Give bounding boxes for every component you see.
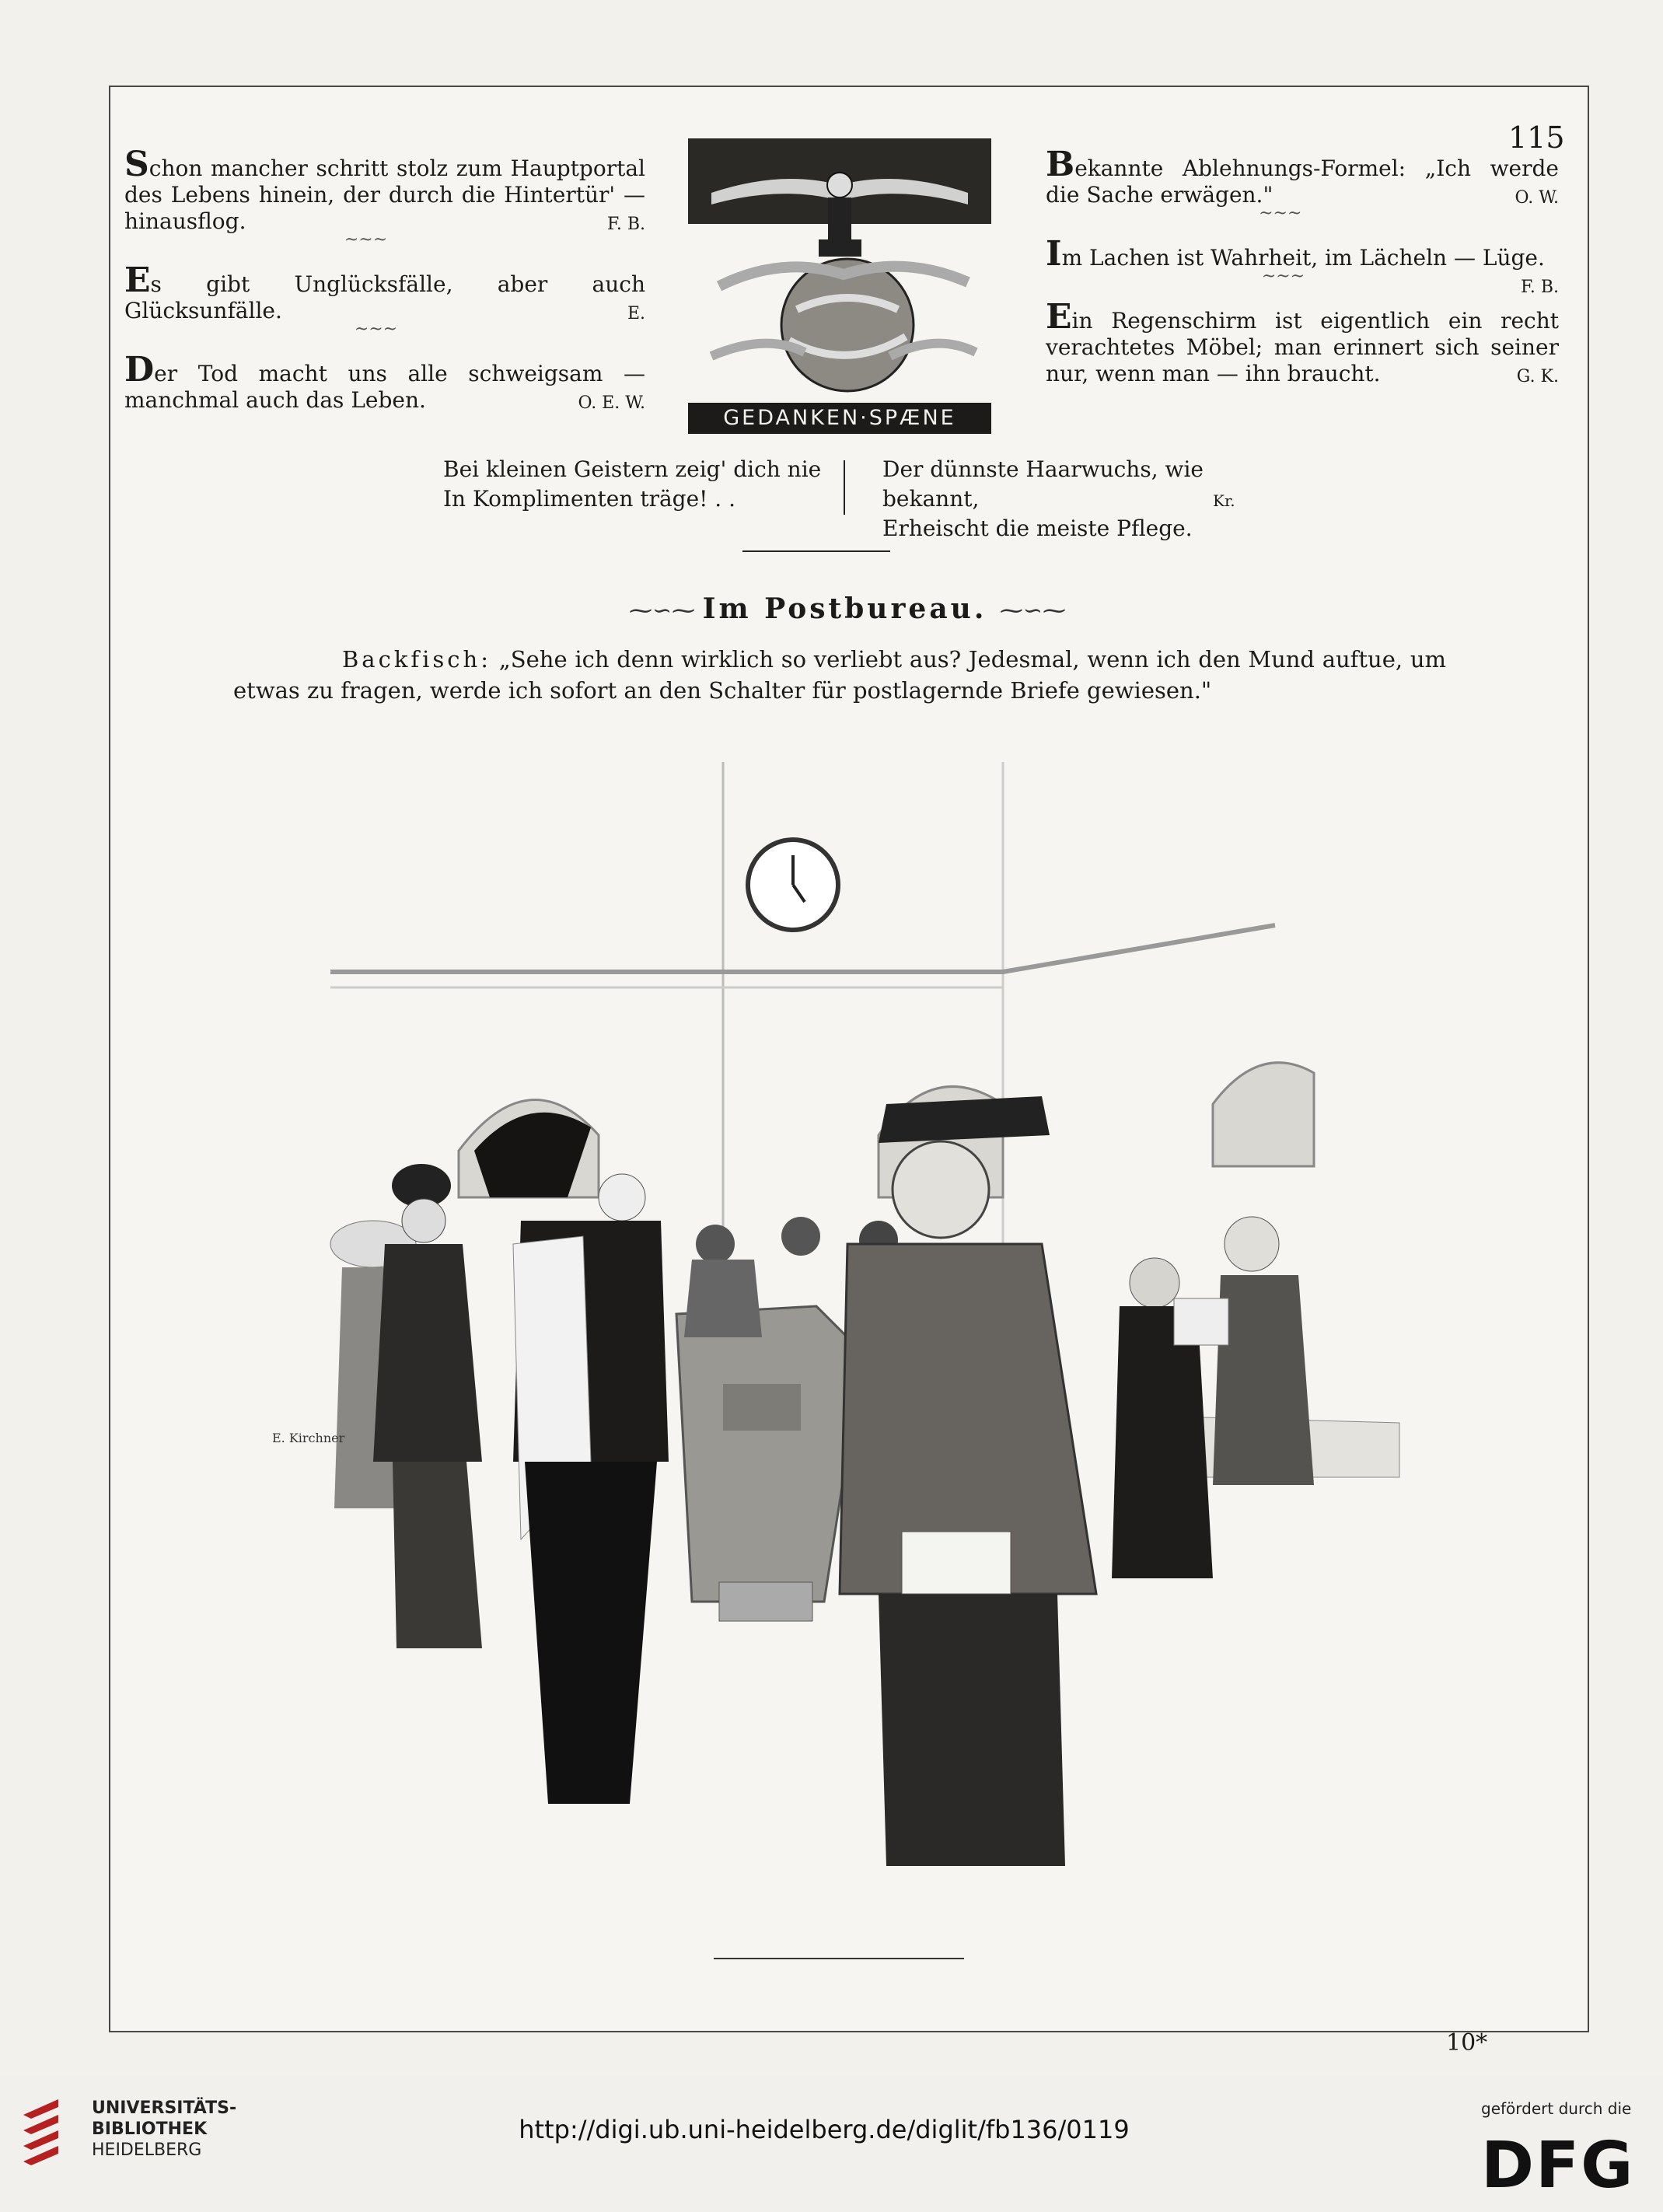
globe-vignette-icon	[688, 138, 991, 403]
caption-text: „Sehe ich denn wirklich so verliebt aus? Jedesmal, wenn ich den Mund auftue, um etwas zu fragen, werde ich sofort an den Schalter für postlagernde Briefe gewiesen."	[233, 646, 1446, 704]
aphorism	[124, 350, 645, 414]
aphorism-text: er Tod macht uns alle schweigsam — manchmal auch das Leben.	[124, 361, 645, 413]
section-rule	[742, 550, 890, 552]
printer-signature: 10*	[1446, 2029, 1488, 2056]
verse-line: Erheischt die meiste Pflege.	[882, 515, 1193, 541]
aphorism-author: O. E. W.	[578, 393, 645, 413]
ornament-right-icon: ⁓∽⁓	[999, 597, 1067, 624]
funding-note: gefördert durch die	[1481, 2099, 1632, 2118]
verse-divider	[844, 460, 845, 515]
vignette-label: GEDANKEN·SPÆNE	[688, 403, 991, 434]
swung-dash: ~~~	[344, 230, 388, 250]
article-caption	[233, 644, 1446, 706]
verse-right	[882, 455, 1256, 543]
article-heading	[614, 592, 1081, 625]
library-line: HEIDELBERG	[92, 2140, 202, 2160]
drop-initial: E	[1046, 297, 1072, 337]
heidelberg-library-logo-icon	[16, 2091, 86, 2185]
illustration-icon	[257, 762, 1438, 1897]
aphorism	[1046, 145, 1559, 223]
aphorism-author: O. W.	[1515, 188, 1559, 208]
drop-initial: D	[124, 350, 155, 390]
aphorism-text: chon mancher schritt stolz zum Hauptportal des Lebens hinein, der durch die Hintertür' — hinausflog.	[124, 156, 645, 234]
artist-signature: E. Kirchner	[272, 1431, 345, 1445]
drop-initial: I	[1046, 234, 1062, 274]
left-aphorism-column	[124, 145, 645, 435]
verse-line: In Komplimenten träge! . .	[443, 486, 735, 512]
article-title: Im Postbureau.	[702, 592, 987, 625]
swung-dash: ~~~	[1259, 204, 1302, 223]
swung-dash: ~~~	[354, 320, 398, 339]
aphorism	[1046, 234, 1559, 297]
verse-line: Bei kleinen Geistern zeig' dich nie	[443, 456, 822, 482]
library-line: BIBLIOTHEK	[92, 2119, 208, 2139]
aphorism	[124, 260, 645, 339]
aphorism-text: in Regenschirm ist eigentlich ein recht verachtetes Möbel; man erinnert sich seiner nur, wenn man — ihn braucht.	[1046, 308, 1559, 386]
library-name	[92, 2098, 236, 2161]
verse-left	[443, 455, 832, 514]
verse-line: Der dünnste Haarwuchs, wie bekannt,	[882, 456, 1204, 512]
ornament-left-icon: ⁓∽⁓	[628, 597, 703, 624]
aphorism-author: F. B.	[1521, 278, 1559, 297]
verse-author: Kr.	[1213, 491, 1235, 510]
dfg-logo: DFG	[1481, 2129, 1635, 2203]
drop-initial: E	[124, 260, 151, 300]
bottom-rule	[714, 1958, 964, 1959]
gedankenspaene-vignette	[688, 138, 991, 434]
right-aphorism-column	[1046, 145, 1559, 409]
aphorism-text: ekannte Ablehnungs-Formel: „Ich werde die Sache erwägen."	[1046, 156, 1559, 208]
library-line: UNIVERSITÄTS-	[92, 2098, 237, 2118]
aphorism	[1046, 297, 1559, 387]
aphorism-author: E.	[627, 304, 645, 323]
aphorism	[124, 145, 645, 250]
permalink-url[interactable]: http://digi.ub.uni-heidelberg.de/diglit/fb136/0119	[519, 2115, 1130, 2144]
page-number: 115	[1508, 121, 1565, 155]
speaker-name: Backfisch:	[342, 646, 491, 673]
swung-dash: ~~~	[1261, 267, 1305, 286]
aphorism-text: m Lachen ist Wahrheit, im Lächeln — Lüge.	[1061, 245, 1545, 271]
aphorism-author: G. K.	[1516, 367, 1559, 386]
aphorism-author: F. B.	[607, 215, 645, 234]
aphorism-text: s gibt Unglücksfälle, aber auch Glücksunfälle.	[124, 271, 645, 323]
drop-initial: B	[1046, 145, 1075, 184]
drop-initial: S	[124, 145, 149, 184]
post-office-illustration	[257, 762, 1438, 1897]
